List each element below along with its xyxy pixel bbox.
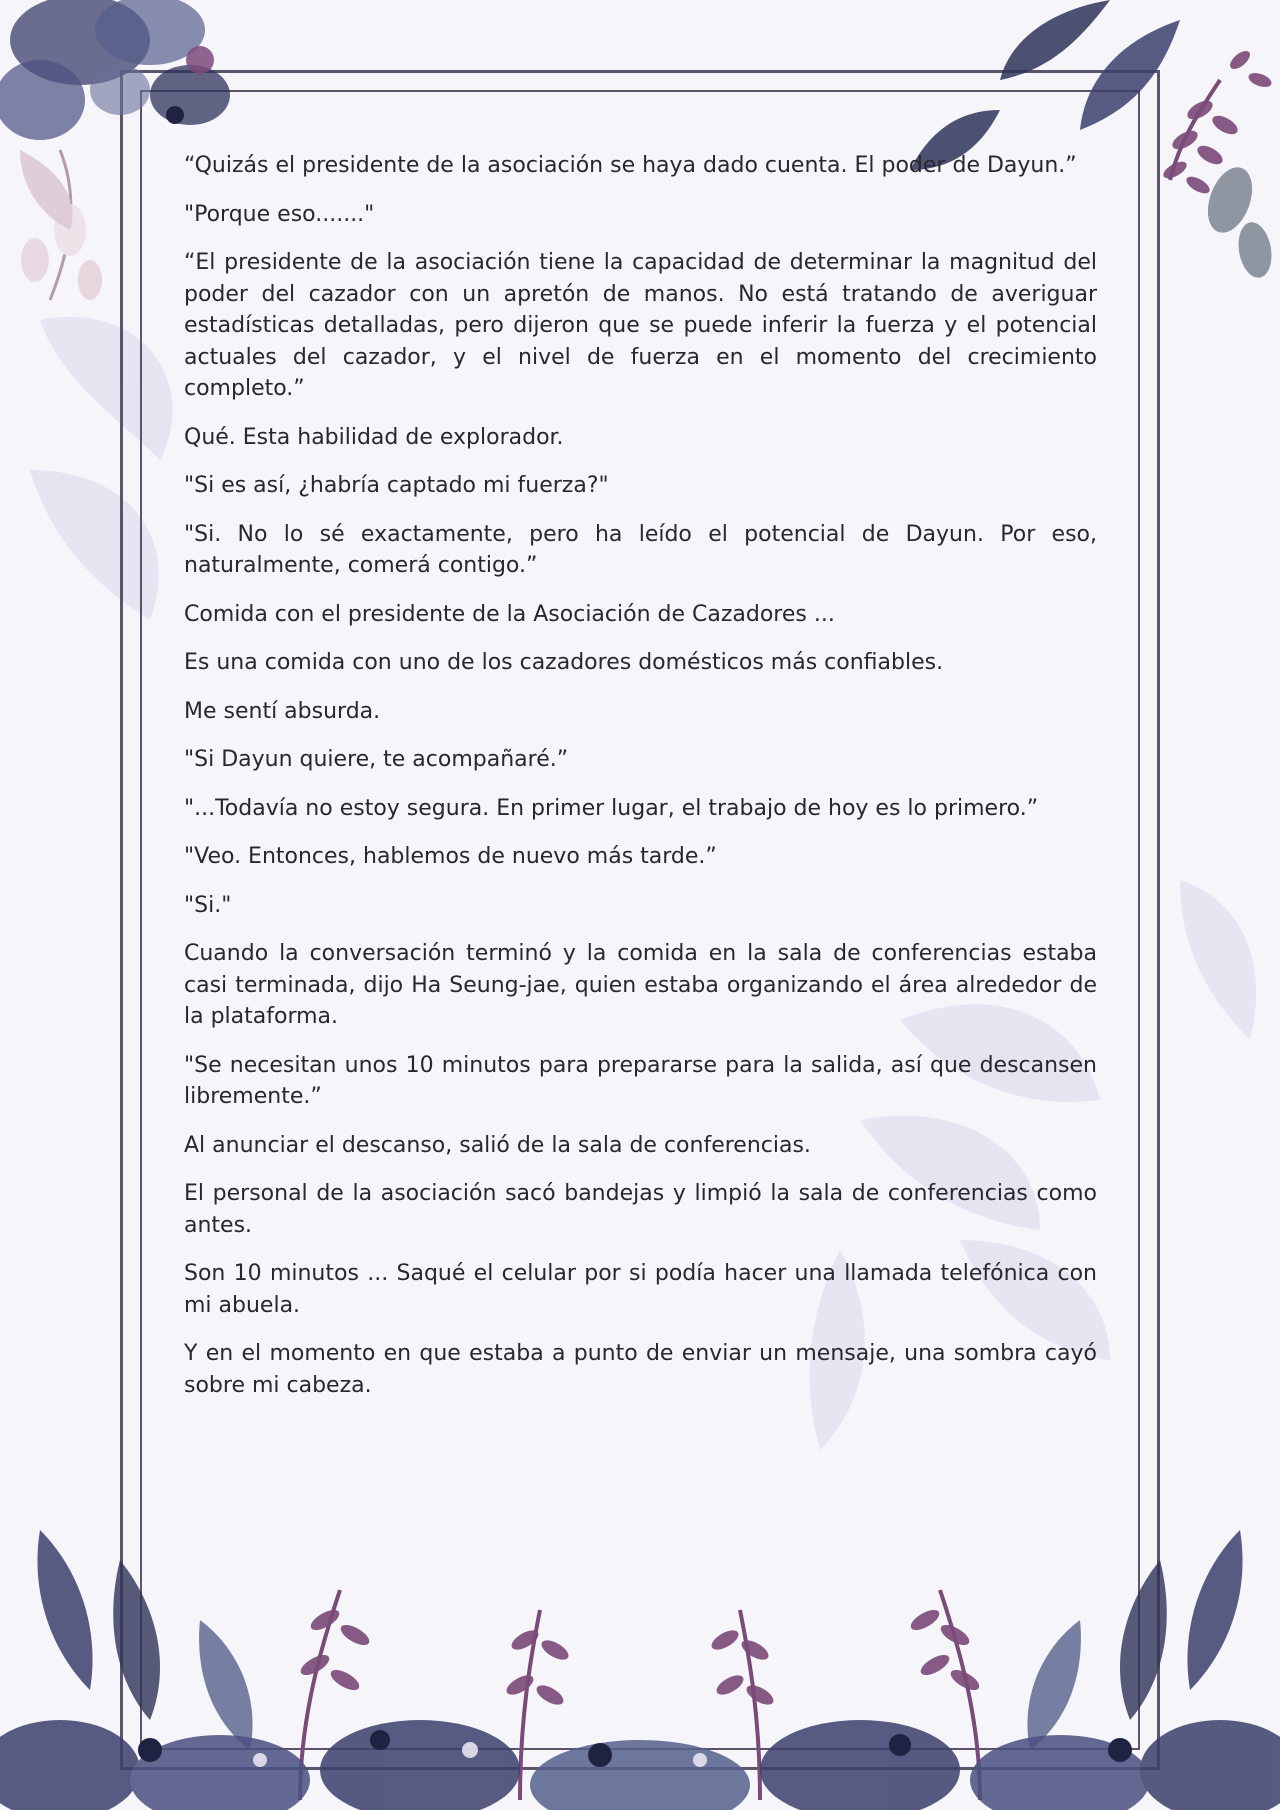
- paragraph: "Si es así, ¿habría captado mi fuerza?": [184, 473, 609, 498]
- paragraph: “Quizás el presidente de la asociación se haya dado cuenta. El poder de Dayun.”: [184, 153, 1077, 178]
- paragraph: Es una comida con uno de los cazadores domésticos más confiables.: [184, 650, 944, 675]
- paragraph: Y en el momento en que estaba a punto de enviar un mensaje, una sombra cayó sobre mi cabeza.: [184, 1341, 1097, 1398]
- paragraph: "Se necesitan unos 10 minutos para prepararse para la salida, así que descansen libremente.”: [184, 1052, 1097, 1109]
- paragraph: Al anunciar el descanso, salió de la sala de conferencias.: [184, 1132, 811, 1158]
- paragraph: “El presidente de la asociación tiene la capacidad de determinar la magnitud del poder del cazador con un apretón de manos. No está tratando de averiguar estadísticas detalladas, pero dijeron que se puede inferir la fuerza y el potencial actuales del cazador, y el nivel de fuerza en el momento del crecimiento completo.”: [184, 250, 1097, 401]
- paragraph: "Si Dayun quiere, te acompañaré.”: [184, 747, 569, 772]
- paragraph: "Porque eso.......": [184, 201, 375, 227]
- floral-border-bottom-icon: [0, 1500, 1280, 1810]
- document-body: [184, 150, 1097, 1418]
- paragraph: Qué. Esta habilidad de explorador.: [184, 424, 564, 450]
- paragraph: Son 10 minutos ... Saqué el celular por si podía hacer una llamada telefónica con mi abuela.: [184, 1261, 1097, 1318]
- paragraph: "Si. No lo sé exactamente, pero ha leído el potencial de Dayun. Por eso, naturalmente, comerá contigo.”: [184, 521, 1097, 578]
- paragraph: Me sentí absurda.: [184, 698, 381, 724]
- paragraph: "Veo. Entonces, hablemos de nuevo más tarde.”: [184, 844, 717, 869]
- paragraph: "Si.": [184, 892, 232, 918]
- paragraph: El personal de la asociación sacó bandejas y limpió la sala de conferencias como antes.: [184, 1181, 1097, 1238]
- paragraph: Cuando la conversación terminó y la comida en la sala de conferencias estaba casi terminada, dijo Ha Seung-jae, quien estaba organizando el área alrededor de la plataforma.: [184, 941, 1097, 1029]
- paragraph: "...Todavía no estoy segura. En primer lugar, el trabajo de hoy es lo primero.”: [184, 795, 1039, 821]
- paragraph: Comida con el presidente de la Asociación de Cazadores ...: [184, 601, 835, 627]
